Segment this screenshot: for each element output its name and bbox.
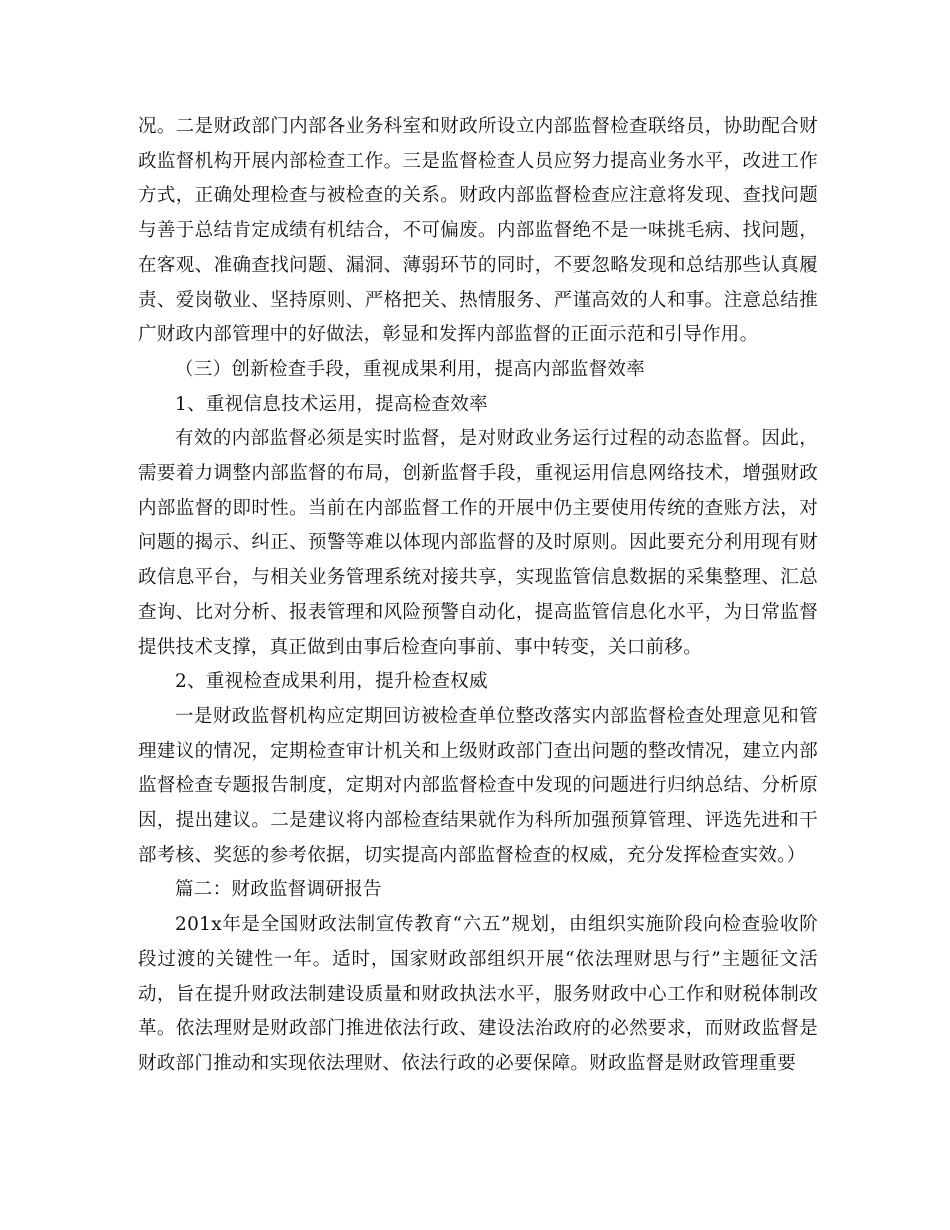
article-title-part-two: 篇二：财政监督调研报告 (175, 879, 382, 901)
document-body (138, 110, 818, 1082)
paragraph-legal-finance: 201x年是全国财政法制宣传教育“六五”规划，由组织实施阶段向检查验收阶段过渡的关键性一年。适时，国家财政部组织开展“依法理财思与行”主题征文活动，旨在提升财政法制建设质量和财政执法水平，服务财政中心工作和财税体制改革。依法理财是财政部门推进依法行政、建设法治政府的必然要求，而财政监督是财政部门推动和实现依法理财、依法行政的必要保障。财政监督是财政管理重要 (138, 914, 818, 1074)
paragraph-realtime-supervision: 有效的内部监督必须是实时监督，是对财政业务运行过程的动态监督。因此，需要着力调整内部监督的布局，创新监督手段，重视运用信息网络技术，增强财政内部监督的即时性。当前在内部监督工作的开展中仍主要使用传统的查账方法，对问题的揭示、纠正、预警等难以体现内部监督的及时原则。因此要充分利用现有财政信息平台，与相关业务管理系统对接共享，实现监管信息数据的采集整理、汇总查询、比对分析、报表管理和风险预警自动化，提高监管信息化水平，为日常监督提供技术支撑，真正做到由事后检查向事前、事中转变，关口前移。 (138, 428, 818, 658)
subheading-results-use: 2、重视检查成果利用，提升检查权威 (175, 671, 488, 693)
subheading-info-tech: 1、重视信息技术运用，提高检查效率 (175, 393, 488, 415)
section-heading-innovation: （三）创新检查手段，重视成果利用，提高内部监督效率 (175, 358, 646, 380)
paragraph-continuation: 况。二是财政部门内部各业务科室和财政所设立内部监督检查联络员，协助配合财政监督机构开展内部检查工作。三是监督检查人员应努力提高业务水平，改进工作方式，正确处理检查与被检查的关系。财政内部监督检查应注意将发现、查找问题与善于总结肯定成绩有机结合，不可偏废。内部监督绝不是一味挑毛病、找问题，在客观、准确查找问题、漏洞、薄弱环节的同时，不要忽略发现和总结那些认真履责、爱岗敬业、坚持原则、严格把关、热情服务、严谨高效的人和事。注意总结推广财政内部管理中的好做法，彰显和发挥内部监督的正面示范和引导作用。 (138, 116, 818, 346)
paragraph-follow-up: 一是财政监督机构应定期回访被检查单位整改落实内部监督检查处理意见和管理建议的情况，定期检查审计机关和上级财政部门查出问题的整改情况，建立内部监督检查专题报告制度，定期对内部监督检查中发现的问题进行归纳总结、分析原因，提出建议。二是建议将内部检查结果就作为科所加强预算管理、评选先进和干部考核、奖惩的参考依据，切实提高内部监督检查的权威，充分发挥检查实效。） (138, 705, 818, 866)
